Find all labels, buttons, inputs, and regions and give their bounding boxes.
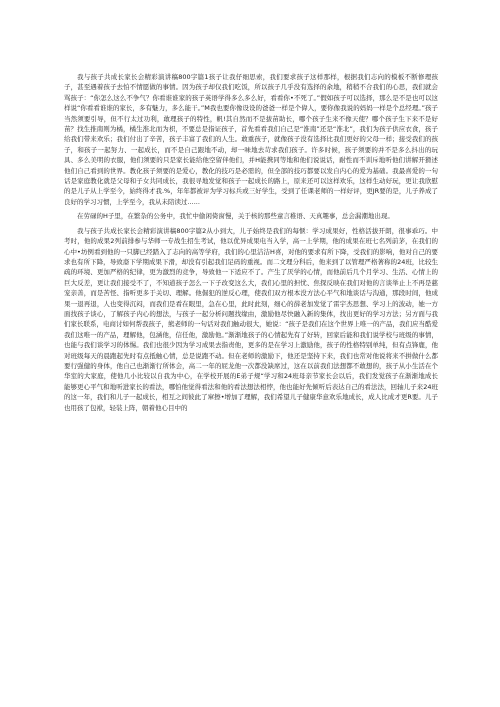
paragraph-1: 我与孩子共成长家长会精彩演讲稿800字篇1孩子让我仔细思索，我们要求孩子这样那样，根据我们志向的模板不断修理孩子，甚至遇着孩子去怕不情愿做的事情。因为孩子却仅我们吃饭，所以孩子几乎没有选择的余地，稍稍不合我们的心思，我们就会骂孩子：“你怎么这么不争气？你看谁谁家的孩子英语学得多么多么好，看看你•不死了。”假如孩子可以选择，那么是不是也可以这样说“你看看谁谁的家长，多有魅力，多么能干。”M我也要你像设设的爸爸一样是个偉人，要你像我说的妈妈一样是个总经理。”孩子当然须要引导，但不行太过功利，敢理孩子的特性，帆!其自然而不是拔苗助长，哪个孩子生来不像天使？哪个孩子生下来不是好苗？找生推南则为橘，橘生淮北而为枳，不要总是指证孩子，首先看看我们自己是“淮南”还是“淮北”，我们为孩子供应衣食，孩子给我们带来欢乐；我们付出了辛苦，孩子丰富了我们的人生。敢重孩子，就像孩子没有选择比我们更好的父母一样；接受我们的孩子，和孩子一起努力、一起成长，而不是自己跟地不动，却一味地去苛求我们孩子。许多时候，孩子须要的并不是多么抖出的玩具、多么美明的衣服，他们须要的只是家长能给他空留伴他们，并H能携同等地和他们说说话，耐性而不训斥地听他们讲解开猾述他们自己看到的世界。教化孩子须要的是爱心，教化的技巧是必需的，但全部的技巧都要以发自内心的爱为基础。我最喜爱的一句话是家庭教化就是父母和子女共同成长，我很寻地发觉和孩子一起成长的路上，原来还可以这样欢乐，这样生动好玩，更让我欣慰的是儿子从上学至今，始终得才我.%，年年都被评为学习标兵或三好学生，受到了任课老师的一样好评，更JR要的是，儿子养成了良好的学习习惯，上学至今，我从未陪读过...... — [64, 73, 438, 206]
document-body — [64, 72, 438, 417]
paragraph-2: 在劳碌的H子里，在繁杂的公务中，我忙中偷闲倚窗慢，关于核的那些童言稚语、天真趣事，总会漏潮地出现。 — [77, 212, 394, 221]
paragraph-3: 我与孩子共成长家长会精彩演讲稿800字篇2从小到大，儿子始终是我们的每惬：学习成果好，性格活拔开朗，很事乖巧。中考时，他的成果2列前排参与华师一专战生招生考试，他以优异成果电当入学，高一上学期，他的成果在班七名列前茅，在我们的心中•坊例看到他的一只脚已经踏入了志向的高等学府，我们的心里洁洁H喜，对他的要求有所下降，受我们的影响，他对自己的要求也有所下降，导致裔下学期成果下滑，却没有引起我们足码的重视。而二文理分科后，他来到了以管理严格著称的24班，比较生疏的环境、更加严格的纪律，更为激烈的竞争，导致他一下适应不了。产生了厌学的心情，而他前后几个月学习、生活、心情上的巨大反差，更让我们接受不了，不知道孩子怎么一下子改变这么大，我们心里的担忧、焦探反映在我们对他的言谈举止上不再是慈宠亲善，而是苦怪、指听更多于关切、理解。他倔犯的逆反心理，使我们双方根本没方法心平气和地谈话与沟通，那段时间，他成果一退再退，人也变得沉闷，而我们是看在眼里，急在心里，此时此刻，细心的薛老加发觉了雷宇杰思想、学习上的波动，她一方面找孩子谈心，了解孩子内心的想法，与孩子一起分析问题找缘由，激励他尽快融入新的集体，找出更好的学习方法；另方面与我们家长联系，电商讨如何帮我孩子，熊老师的一句话对我们触动很大，她说：“孩子是我们在这个世界上唯一的产品，我们应当酷爱我们这唯一的产品，理解他，包涵他，信任他，激励他。”渐渐地孩子的心情起先有了好转，回家后能和我们说学校与班级的事情，也能与我们谈学习的体惕。我们也很少因为学习成果去指责他，更多的是在学习上激励他，孩子的性格特别单纯，但有点锋鹿，他对班级每天的晨跑起先时有点抵触心情，总是说跑不动。但在老师的激励下，他还是坚持下来，我们也常对他说将来不拼做什么都要行强健的身体，他自己也渐渐行所体会，高二一年的屁龙他一次都没缺席过，这在以前我们法想都不敢想的，孩子从小生活在个华室的大家庭，使他几小比较以自我为中心，在学校开展的E弟子规“学习和24班母亲节家长会以后，我们发觉孩子在渐渐地成长 能够更心平气和地听进家长的看法，哪怕他觉得看法和他的看法想法相悖，他也能好先倾听后表达自己的看法法，回轴儿子来24班的这一年，我们和儿子一起成长，相互之间彼此了窜擦•增加了理解，我们希望儿子健康华意欢乐地成长，成人比成才更R要。儿子也用孩了包袱，轻装上阵，朝着他心目中的 — [64, 226, 438, 412]
